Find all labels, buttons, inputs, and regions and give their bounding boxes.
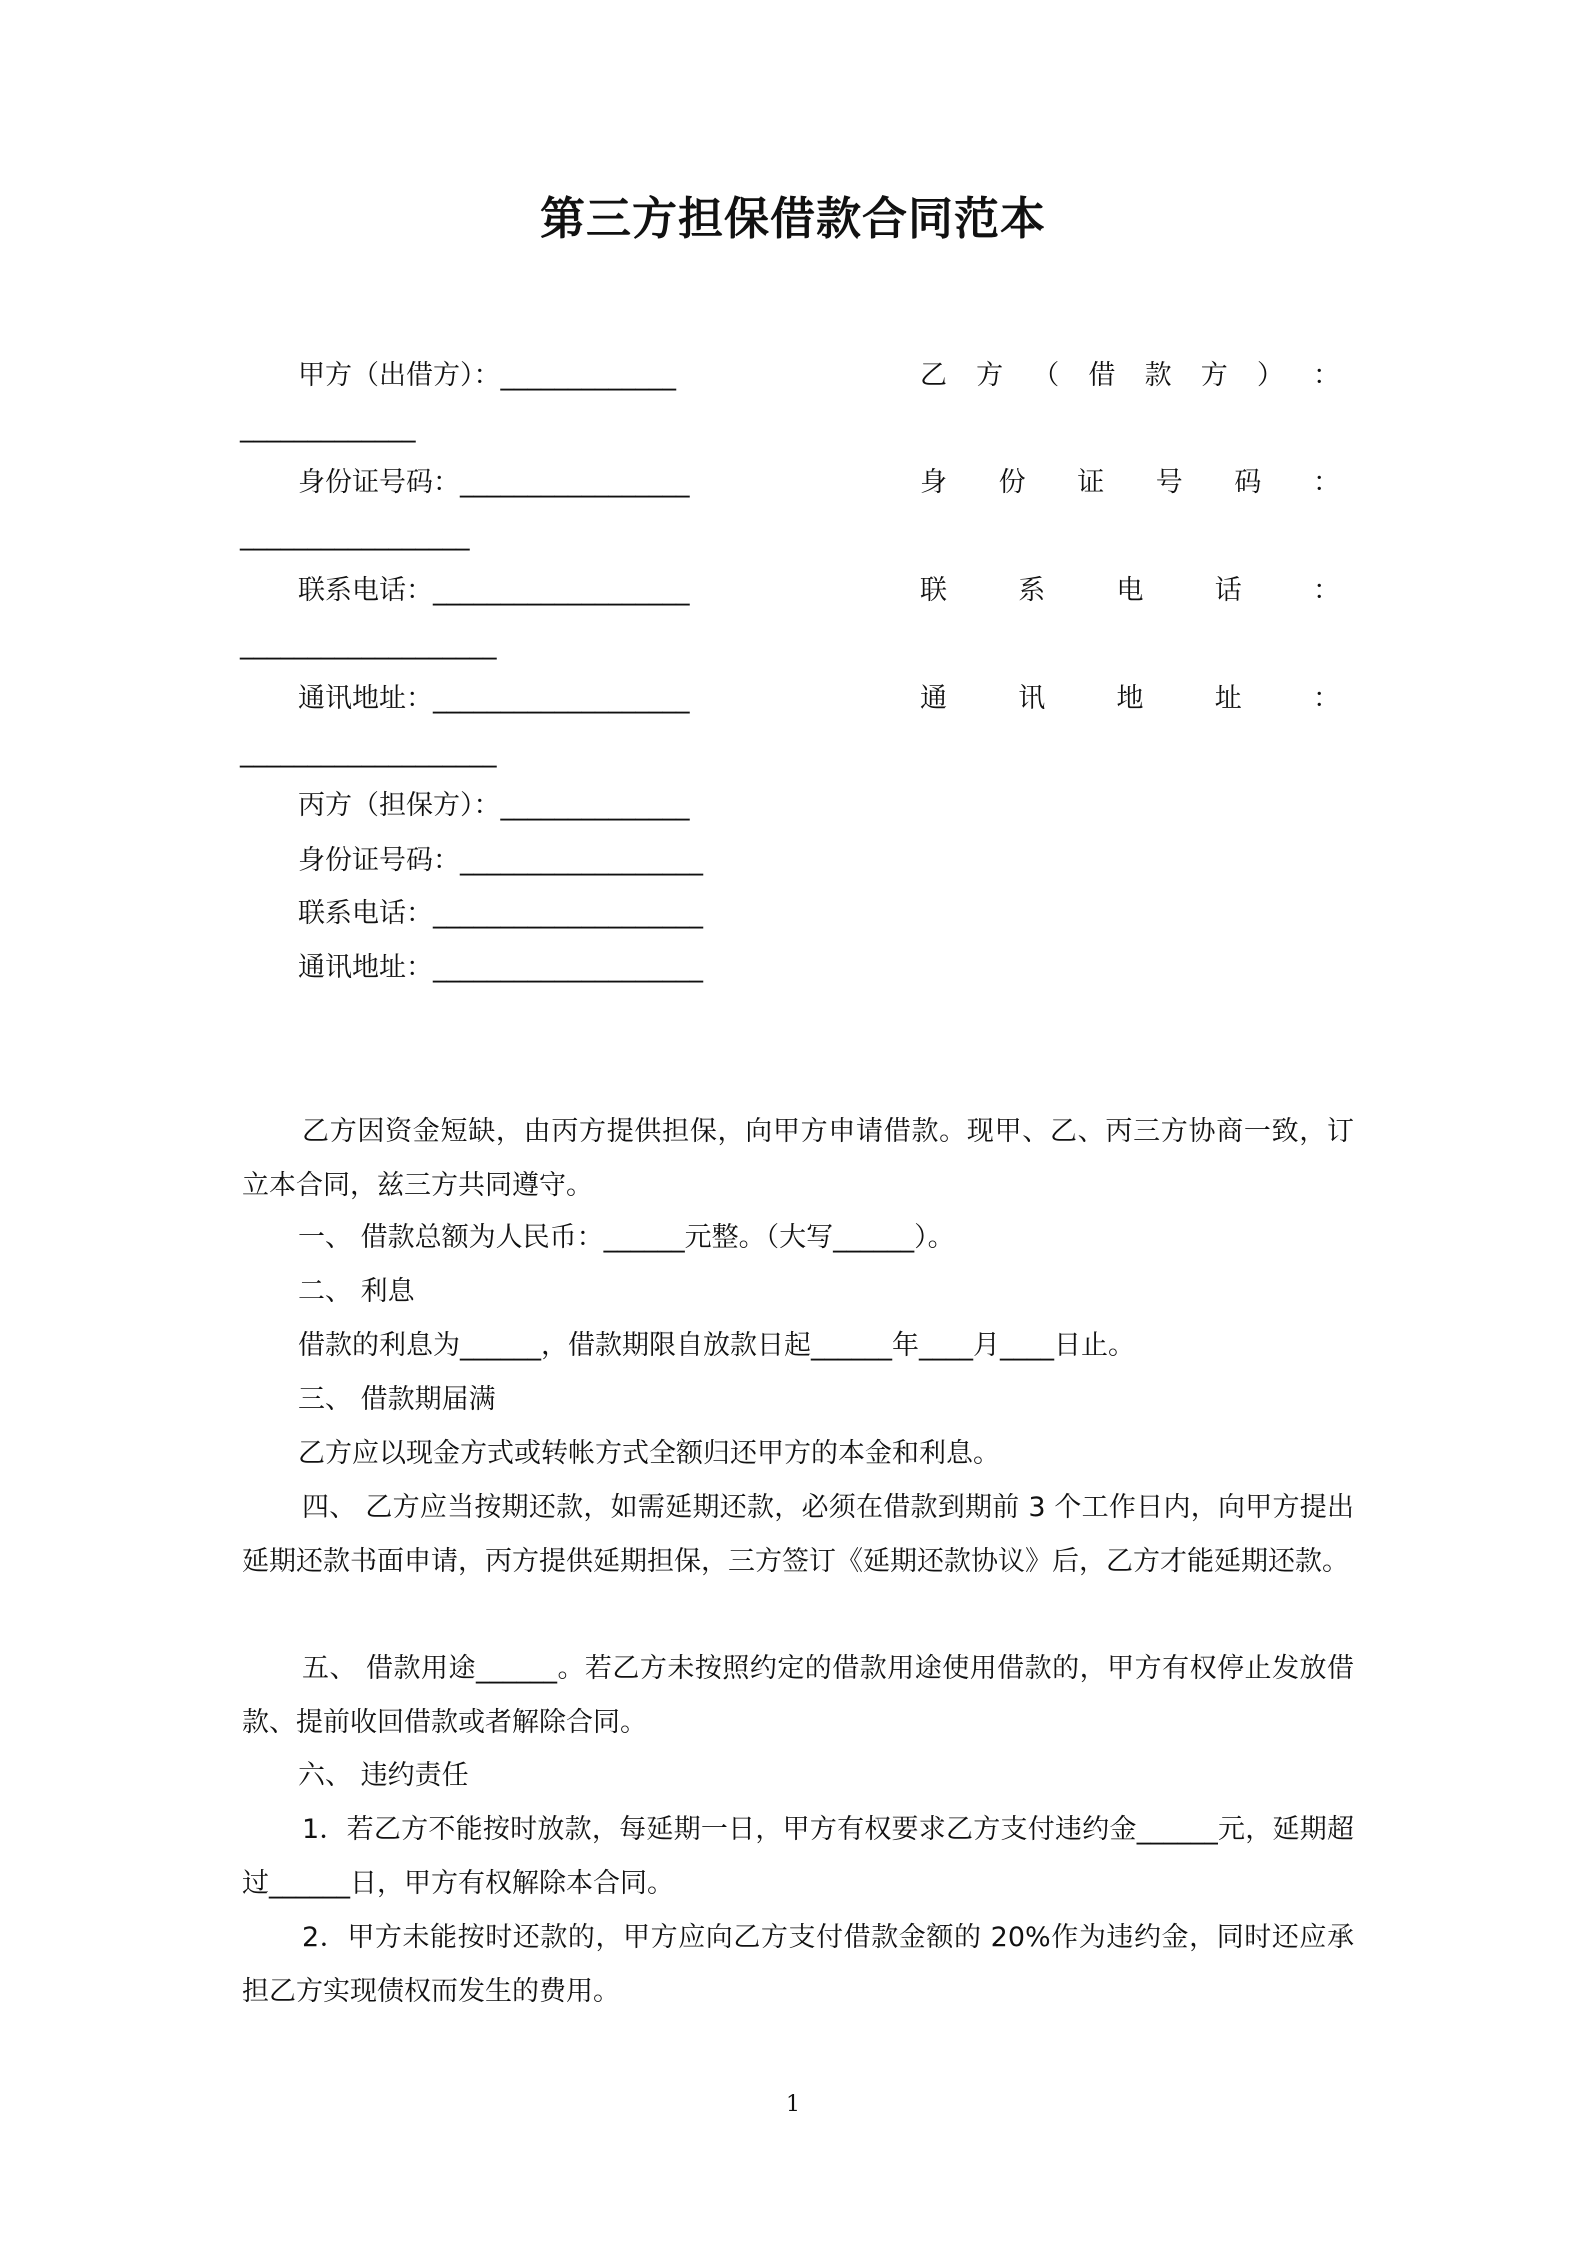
- party-b-id-char: ：: [1312, 467, 1340, 498]
- clause-1: 一、 借款总额为人民币：______元整。（大写______）。: [298, 1222, 955, 1253]
- party-b-id-blank: _________________: [240, 520, 470, 551]
- party-b-address-blank: ___________________: [240, 737, 497, 768]
- party-b-phone-label: [920, 573, 1340, 609]
- party-a-name-line: 甲方（出借方）：_____________: [298, 360, 676, 391]
- contract-intro: 乙方因资金短缺，由丙方提供担保，向甲方申请借款。现甲、乙、丙三方协商一致，订立本合同，兹三方共同遵守。: [242, 1116, 1354, 1201]
- clause-4: 四、 乙方应当按期还款，如需延期还款，必须在借款到期前 3 个工作日内，向甲方提出延期还款书面申请，丙方提供延期担保，三方签订《延期还款协议》后，乙方才能延期还款。: [242, 1492, 1354, 1577]
- clause-3-heading: 三、 借款期届满: [298, 1384, 496, 1415]
- party-b-address-char: 地: [1116, 683, 1144, 714]
- page-number: 1: [786, 2092, 800, 2117]
- party-b-name-char: 乙: [920, 360, 947, 391]
- clause-5: 五、 借款用途______。若乙方未按照约定的借款用途使用借款的，甲方有权停止发放借款、提前收回借款或者解除合同。: [242, 1653, 1354, 1738]
- party-b-phone-char: 联: [920, 575, 947, 606]
- party-b-name-char: 方: [1200, 360, 1228, 391]
- party-c-address-line: 通讯地址：____________________: [298, 952, 703, 983]
- party-b-name-char: ）: [1256, 360, 1284, 391]
- clause-6-heading: 六、 违约责任: [298, 1760, 469, 1791]
- party-b-address-char: 讯: [1018, 683, 1046, 714]
- party-b-address-label: [920, 681, 1340, 717]
- party-b-name-char: 款: [1144, 360, 1172, 391]
- party-b-address-char: 址: [1214, 683, 1242, 714]
- clause-2-heading: 二、 利息: [298, 1276, 415, 1307]
- party-c-name-line: 丙方（担保方）：______________: [298, 790, 690, 821]
- clause-3-text: 乙方应以现金方式或转帐方式全额归还甲方的本金和利息。: [298, 1438, 1000, 1469]
- party-b-name-char: 借: [1088, 360, 1116, 391]
- party-a-address-line: 通讯地址：___________________: [298, 683, 690, 714]
- party-b-id-char: 码: [1234, 467, 1262, 498]
- clause-6-item-2: 2．甲方未能按时还款的，甲方应向乙方支付借款金额的 20%作为违约金，同时还应承担乙方实现债权而发生的费用。: [242, 1922, 1354, 2007]
- party-a-phone-line: 联系电话：___________________: [298, 575, 690, 606]
- party-b-id-label: [920, 465, 1340, 501]
- party-b-id-char: 证: [1077, 467, 1105, 498]
- party-b-id-char: 号: [1155, 467, 1183, 498]
- document-title: 第三方担保借款合同范本: [539, 192, 1046, 245]
- clause-6-item-1: 1．若乙方不能按时放款，每延期一日，甲方有权要求乙方支付违约金______元，延期超过______日，甲方有权解除本合同。: [242, 1814, 1354, 1899]
- party-c-id-line: 身份证号码：__________________: [298, 845, 703, 876]
- party-b-name-label: [920, 358, 1340, 394]
- party-a-id-line: 身份证号码：_________________: [298, 467, 690, 498]
- party-b-id-char: 身: [920, 467, 947, 498]
- party-b-address-char: 通: [920, 683, 947, 714]
- party-b-phone-char: 系: [1018, 575, 1046, 606]
- party-b-name-char: ：: [1312, 360, 1340, 391]
- party-b-address-char: ：: [1313, 683, 1340, 714]
- party-c-phone-line: 联系电话：____________________: [298, 898, 703, 929]
- clause-2-text: 借款的利息为______，借款期限自放款日起______年____月____日止。: [298, 1330, 1135, 1361]
- party-b-phone-char: 电: [1116, 575, 1144, 606]
- party-b-phone-char: ：: [1313, 575, 1340, 606]
- party-b-name-blank: _____________: [240, 412, 416, 443]
- party-b-name-char: （: [1032, 360, 1060, 391]
- party-b-name-char: 方: [976, 360, 1004, 391]
- party-b-phone-blank: ___________________: [240, 629, 497, 660]
- party-b-id-char: 份: [998, 467, 1026, 498]
- party-b-phone-char: 话: [1214, 575, 1242, 606]
